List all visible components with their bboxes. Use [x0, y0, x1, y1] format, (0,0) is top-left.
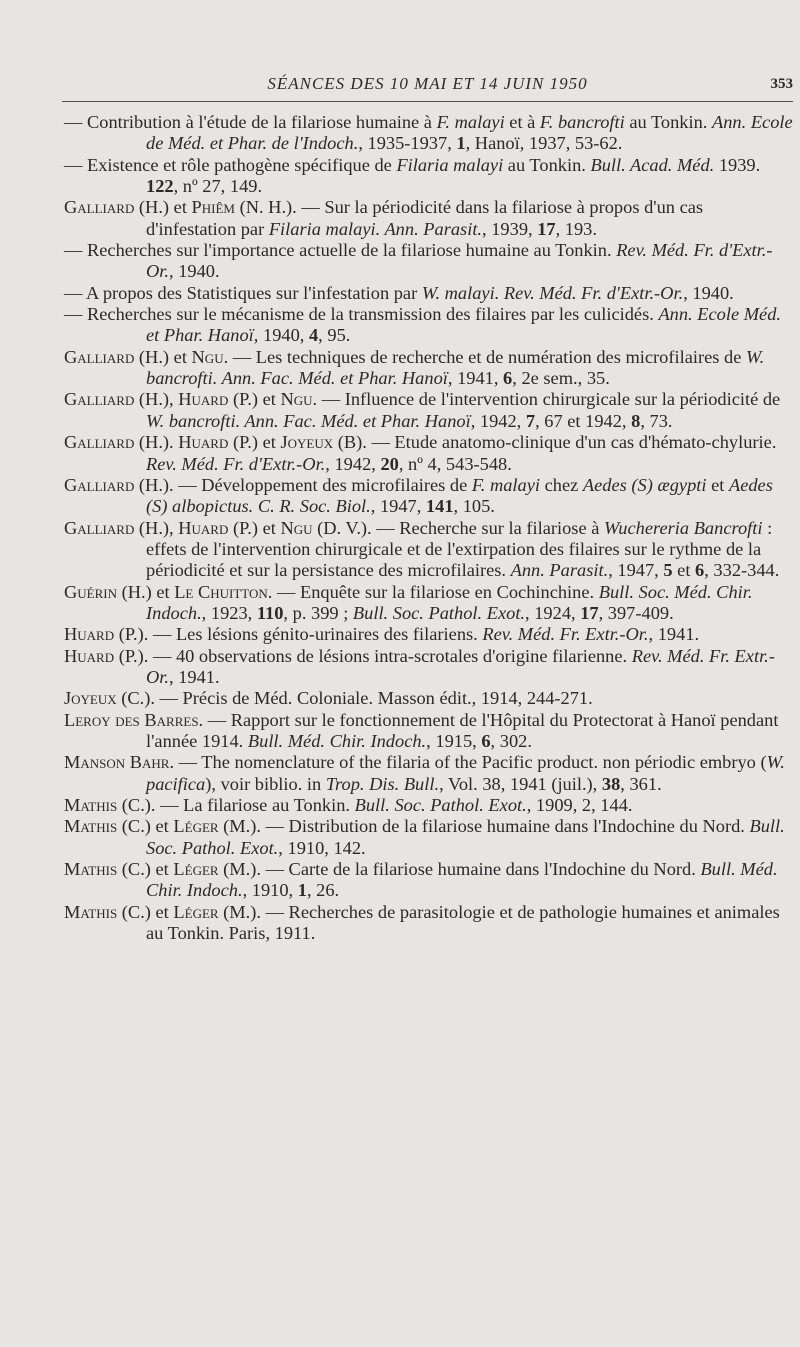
entry-text: , 193.	[555, 218, 597, 239]
bibliography-entry	[64, 902, 794, 945]
author-name: Huard	[178, 432, 229, 453]
volume-number: 1	[297, 880, 307, 901]
volume-number: 4	[308, 325, 319, 346]
citation-italic: F. malayi	[436, 112, 505, 132]
entry-text: . — Les techniques de recherche et de numération des microfilaires de	[223, 346, 746, 367]
entry-text: — Recherches sur le mécanisme de la transmission des filaires par les culicidés.	[64, 304, 659, 325]
author-name: Le Chuitton	[174, 581, 268, 602]
entry-text: — Contribution à l'étude de la filariose humaine à	[64, 112, 437, 132]
author-name: Huard	[64, 645, 115, 666]
bibliography-entry	[64, 475, 794, 518]
citation-italic: F. bancrofti	[539, 112, 625, 132]
entry-text: (M.). — Recherches de parasitologie et de pathologie humaines et animales au Tonkin. Paris, 1911.	[146, 901, 780, 944]
entry-text: , 361.	[620, 773, 662, 794]
entry-text: , Vol. 38, 1941 (juil.),	[439, 773, 602, 794]
volume-number: 6	[481, 730, 491, 751]
entry-text: , 105.	[453, 496, 495, 517]
entry-text: , 2e sem., 35.	[512, 368, 610, 389]
citation-italic: Aedes (S) ægypti	[582, 474, 707, 495]
entry-text: (M.). — Distribution de la filariose humaine dans l'Indochine du Nord.	[218, 816, 750, 837]
entry-text: . — The nomenclature of the filaria of the Pacific product. non périodic embryo (	[169, 752, 767, 773]
citation-italic: Rev. Méd. Fr. Extr.-Or.	[482, 624, 649, 645]
author-name: Joyeux	[280, 432, 334, 453]
entry-text: et à	[504, 112, 540, 132]
entry-text: , 1941.	[169, 666, 220, 687]
author-name: Galliard	[64, 389, 135, 410]
entry-text: , 1923,	[201, 602, 257, 623]
author-name: Galliard	[64, 346, 135, 367]
citation-italic: Bull. Soc. Pathol. Exot.	[354, 795, 527, 815]
entry-text: (H.),	[134, 517, 179, 538]
author-name: Galliard	[64, 474, 135, 495]
entry-text: , 73.	[640, 410, 673, 431]
entry-text: (H.).	[134, 432, 179, 453]
page-number: 353	[770, 76, 793, 92]
citation-italic: W. pacifica	[146, 752, 785, 794]
author-name: Huard	[64, 624, 115, 645]
citation-italic: Filaria malayi	[396, 154, 504, 175]
entry-text: , 332-344.	[704, 560, 780, 581]
author-name: Léger	[173, 816, 219, 837]
entry-text: (B). — Etude anatomo-clinique d'un cas d'hémato-chylurie.	[333, 432, 777, 453]
bibliography-entry	[64, 432, 794, 475]
author-name: Galliard	[64, 517, 135, 538]
entry-text: (C.) et	[117, 901, 174, 922]
citation-italic: W. malayi. Rev. Méd. Fr. d'Extr.-Or.	[421, 282, 684, 303]
volume-number: 38	[601, 773, 621, 794]
author-name: Ngu	[280, 517, 313, 538]
volume-number: 141	[425, 496, 454, 517]
entry-text: 1939.	[714, 154, 761, 175]
bibliography-entry	[64, 710, 794, 753]
entry-text: (C.) et	[117, 816, 174, 837]
citation-italic: Bull. Soc. Méd. Chir. Indoch.	[146, 581, 753, 623]
entry-text: , 1940.	[169, 261, 220, 282]
entry-text: (D. V.). — Recherche sur la filariose à	[312, 517, 604, 538]
volume-number: 8	[631, 410, 641, 431]
volume-number: 122	[146, 176, 174, 197]
entry-text: (P.) et	[228, 389, 281, 410]
entry-text: (P.). — Les lésions génito-urinaires des filariens.	[114, 624, 483, 645]
entry-text: . — Rapport sur le fonctionnement de l'Hôpital du Protectorat à Hanoï pendant l'année 1914.	[146, 709, 779, 751]
bibliography-entry	[64, 582, 794, 625]
entry-text: , 1910, 142.	[278, 837, 366, 858]
author-name: Galliard	[64, 197, 135, 218]
volume-number: 17	[537, 218, 556, 239]
entry-text: au Tonkin.	[503, 154, 591, 175]
author-name: Ngu	[191, 346, 224, 367]
volume-number: 1	[456, 133, 466, 154]
citation-italic: W. bancrofti. Ann. Fac. Méd. et Phar. Hanoï	[146, 410, 471, 431]
citation-italic: Ann. Parasit.	[510, 560, 609, 581]
citation-italic: Rev. Méd. Fr. d'Extr.-Or.	[146, 240, 773, 282]
bibliography-entry	[64, 347, 794, 390]
bibliography-entry	[64, 624, 794, 645]
citation-italic: W. bancrofti. Ann. Fac. Méd. et Phar. Hanoï	[146, 346, 765, 389]
entry-text: , 1940.	[683, 282, 734, 303]
citation-italic: Bull. Méd. Chir. Indoch.	[247, 730, 427, 751]
bibliography-entry	[64, 795, 794, 816]
entry-text: , 1935-1937,	[358, 133, 457, 154]
entry-text: (H.). — Développement des microfilaires de	[134, 474, 472, 495]
entry-text: (H.) et	[134, 197, 192, 218]
entry-text: et	[706, 474, 729, 495]
entry-text: , 1909, 2, 144.	[526, 795, 633, 815]
entry-text: — Recherches sur l'importance actuelle de la filariose humaine au Tonkin.	[64, 240, 617, 261]
entry-text: , nº 4, 543-548.	[398, 453, 512, 474]
citation-italic: Wuchereria Bancrofti	[603, 517, 763, 538]
entry-text: ), voir biblio. in	[205, 773, 326, 794]
author-name: Mathis	[64, 859, 118, 880]
citation-italic: Bull. Soc. Pathol. Exot.	[146, 816, 785, 858]
citation-italic: Trop. Dis. Bull.	[325, 773, 440, 794]
bibliography-entry	[64, 304, 794, 347]
header-rule	[62, 101, 793, 102]
citation-italic: Ann. Ecole de Méd. et Phar. de l'Indoch.	[146, 112, 793, 154]
entry-text: , 302.	[490, 730, 532, 751]
entry-text: et	[672, 560, 696, 581]
bibliography-entry	[64, 859, 794, 902]
entry-text: — Existence et rôle pathogène spécifique de	[64, 154, 397, 175]
entry-text: . — Enquête sur la filariose en Cochinchine.	[267, 581, 599, 602]
entry-text: (C.) et	[117, 859, 174, 880]
running-title: SÉANCES DES 10 MAI ET 14 JUIN 1950	[267, 74, 588, 93]
entry-text: — A propos des Statistiques sur l'infestation par	[64, 282, 422, 303]
citation-italic: Ann. Ecole Méd. et Phar. Hanoï	[146, 304, 781, 346]
entry-text: (N. H.). — Sur la périodicité dans la filariose à propos d'un cas d'infestation par	[146, 197, 704, 239]
bibliography-entry	[64, 112, 794, 155]
citation-italic: Rev. Méd. Fr. d'Extr.-Or.	[146, 453, 326, 474]
volume-number: 17	[580, 602, 599, 623]
bibliography-list	[64, 112, 794, 944]
author-name: Mathis	[64, 816, 118, 837]
entry-text: , 1924,	[525, 602, 581, 623]
entry-text: , 1910,	[242, 880, 298, 901]
citation-italic: Bull. Méd. Chir. Indoch.	[146, 859, 778, 901]
citation-italic: Filaria malayi. Ann. Parasit.	[268, 218, 483, 239]
bibliography-entry	[64, 646, 794, 689]
entry-text: , 1942,	[470, 410, 526, 431]
bibliography-entry	[64, 816, 794, 859]
entry-text: , 95.	[318, 325, 351, 346]
running-header	[60, 74, 795, 98]
author-name: Léger	[173, 901, 219, 922]
volume-number: 6	[695, 560, 705, 581]
author-name: Mathis	[64, 795, 118, 815]
entry-text: (C.). — Précis de Méd. Coloniale. Masson édit., 1914, 244-271.	[116, 688, 593, 709]
entry-text: (C.). — La filariose au Tonkin.	[117, 795, 355, 815]
bibliography-entry	[64, 155, 794, 198]
bibliography-entry	[64, 752, 794, 795]
entry-text: , 26.	[306, 880, 340, 901]
entry-text: , 1947,	[370, 496, 426, 517]
entry-text: : effets de l'intervention chirurgicale et de l'extirpation des filaires sur le rythme de la périodicité et sur la persistance des microfilaires.	[146, 517, 773, 581]
entry-text: , 1942,	[325, 453, 381, 474]
entry-text: , 1940,	[253, 325, 309, 346]
author-name: Mathis	[64, 901, 118, 922]
entry-text: , 67 et 1942,	[535, 410, 632, 431]
entry-text: chez	[540, 474, 583, 495]
volume-number: 6	[503, 368, 513, 389]
entry-text: (P.) et	[228, 517, 281, 538]
author-name: Huard	[178, 389, 229, 410]
entry-text: , nº 27, 149.	[173, 176, 263, 197]
entry-text: (H.),	[134, 389, 179, 410]
bibliography-entry	[64, 283, 794, 304]
entry-text: , 1947,	[608, 560, 664, 581]
author-name: Guérin	[64, 581, 117, 602]
entry-text: (M.). — Carte de la filariose humaine dans l'Indochine du Nord.	[218, 859, 701, 880]
bibliography-entry	[64, 197, 794, 240]
citation-italic: Rev. Méd. Fr. Extr.-Or.	[146, 645, 775, 687]
author-name: Léger	[173, 859, 219, 880]
volume-number: 20	[380, 453, 399, 474]
citation-italic: Bull. Acad. Méd.	[590, 154, 715, 175]
entry-text: , 1915,	[426, 730, 482, 751]
entry-text: , 1939,	[482, 218, 538, 239]
author-name: Ngu	[280, 389, 313, 410]
bibliography-entry	[64, 518, 794, 582]
entry-text: , 1941,	[447, 368, 504, 389]
entry-text: (P.). — 40 observations de lésions intra-scrotales d'origine filarienne.	[114, 645, 632, 666]
entry-text: , 1941.	[648, 624, 700, 645]
entry-text: au Tonkin.	[624, 112, 712, 132]
entry-text: , Hanoï, 1937, 53-62.	[465, 133, 623, 154]
bibliography-entry	[64, 389, 794, 432]
author-name: Leroy des Barres	[64, 709, 199, 730]
volume-number: 5	[663, 560, 673, 581]
entry-text: (P.) et	[228, 432, 281, 453]
entry-text: (H.) et	[117, 581, 175, 602]
author-name: Joyeux	[64, 688, 117, 709]
author-name: Galliard	[64, 432, 135, 453]
citation-italic: Bull. Soc. Pathol. Exot.	[352, 602, 526, 623]
bibliography-entry	[64, 240, 794, 283]
bibliography-entry	[64, 688, 794, 709]
citation-italic: F. malayi	[471, 474, 541, 495]
entry-text: , 397-409.	[598, 602, 674, 623]
author-name: Huard	[178, 517, 229, 538]
volume-number: 7	[525, 410, 536, 431]
author-name: Manson Bahr	[64, 752, 170, 773]
entry-text: . — Influence de l'intervention chirurgicale sur la périodicité de	[312, 389, 781, 410]
citation-italic: Aedes (S) albopictus. C. R. Soc. Biol.	[146, 474, 773, 517]
author-name: Phiêm	[191, 197, 235, 218]
volume-number: 110	[256, 602, 284, 623]
entry-text: , p. 399 ;	[283, 602, 353, 623]
entry-text: (H.) et	[134, 346, 192, 367]
